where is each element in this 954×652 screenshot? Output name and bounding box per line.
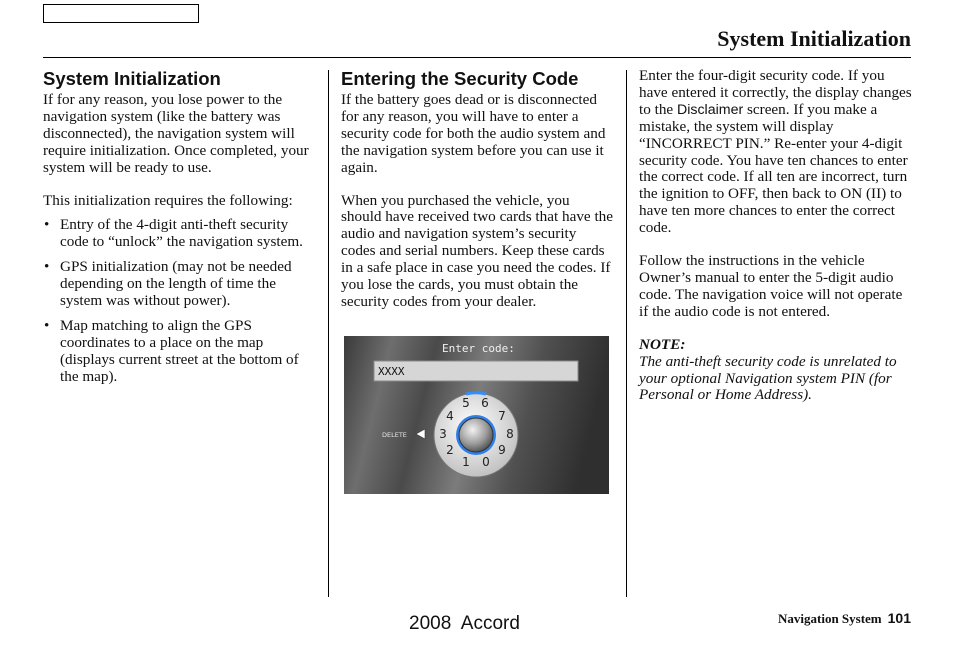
dial-digit[interactable]: 7 (498, 409, 506, 423)
list-item-text: Map matching to align the GPS coordinates to a place on the map (displays current street at the bottom of the map). (60, 316, 299, 385)
list-item-text: GPS initialization (may not be needed depending on the length of time the system was without power). (60, 258, 292, 310)
dial-center-knob[interactable] (459, 418, 493, 452)
dial-digit[interactable]: 3 (439, 427, 447, 441)
dial-digit[interactable]: 5 (462, 396, 470, 410)
dial-selection-highlight (466, 393, 486, 394)
dial-digit[interactable]: 8 (506, 427, 514, 441)
note-label: NOTE: (639, 335, 686, 353)
bullet-mark: • (44, 316, 50, 334)
dial-digit[interactable]: 2 (446, 443, 454, 457)
bullet-mark: • (44, 258, 50, 276)
paragraph-enter-code-part2: screen. If you make a mistake, the system will display “INCORRECT PIN.” Re-enter your 4-digit security code. You have ten chances to enter the correct code. If all ten are incorrect, turn the ignition to OFF, then back to ON (II) to have ten more chances to enter the correct code. (639, 100, 908, 237)
dial-digit[interactable]: 1 (462, 455, 470, 469)
footer-vehicle-model: 2008 Accord (409, 613, 520, 634)
requirements-list (43, 217, 315, 385)
bullet-mark: • (44, 216, 50, 234)
paragraph-power-loss: If for any reason, you lose power to the navigation system (like the battery was disconnected), the navigation system will require initialization. Once completed, your system will be ready to use. (43, 91, 309, 176)
footer-section-name: Navigation System (778, 611, 882, 626)
paragraph-battery-dead: If the battery goes dead or is disconnected for any reason, you will have to enter a security code for both the audio system and the navigation system before you can use it again. (341, 91, 606, 176)
dial-digit[interactable]: 4 (446, 409, 454, 423)
delete-label[interactable]: DELETE (382, 431, 407, 439)
security-code-screen (344, 336, 609, 494)
code-input-field[interactable] (374, 361, 578, 381)
header-tab-box (43, 4, 199, 23)
page-number: 101 (887, 610, 911, 626)
column-system-initialization (43, 68, 315, 394)
paragraph-enter-code (639, 68, 915, 237)
code-input-value: XXXX (378, 365, 405, 378)
footer-section-page (778, 610, 911, 627)
enter-code-prompt: Enter code: (442, 342, 515, 355)
page-title: System Initialization (717, 26, 911, 51)
list-item (43, 318, 315, 386)
paragraph-audio-code: Follow the instructions in the vehicle Owner’s manual to enter the 5-digit audio code. The navigation voice will not operate if the audio code is not entered. (639, 252, 903, 320)
paragraph-enter-code-part1: Enter the four-digit security code. If you have entered it correctly, the display changes to the (639, 67, 912, 118)
paragraph-security-cards: When you purchased the vehicle, you should have received two cards that have the audio and navigation system’s security codes and serial numbers. Keep these cards in a safe place in case you need the codes. If you lose the cards, you must obtain the security codes from your dealer. (341, 191, 614, 310)
column-divider-right (626, 70, 627, 597)
header-rule (43, 57, 911, 58)
paragraph-requirements-intro: This initialization requires the following: (43, 191, 293, 209)
section-heading-entering-security-code: Entering the Security Code (341, 68, 579, 89)
note-text: The anti-theft security code is unrelated to your optional Navigation system PIN (for Personal or Home Address). (639, 352, 897, 404)
column-entering-security-code (341, 68, 613, 327)
list-item-text: Entry of the 4-digit anti-theft security code to “unlock” the navigation system. (60, 216, 303, 251)
list-item (43, 259, 315, 310)
dial-digit[interactable]: 9 (498, 443, 506, 457)
dial-digit[interactable]: 6 (481, 396, 489, 410)
column-divider-left (328, 70, 329, 597)
dial-digit[interactable]: 0 (482, 455, 490, 469)
column-code-instructions (639, 68, 915, 404)
section-heading-system-initialization: System Initialization (43, 68, 221, 89)
list-item (43, 217, 315, 251)
disclaimer-term: Disclaimer (676, 101, 744, 118)
